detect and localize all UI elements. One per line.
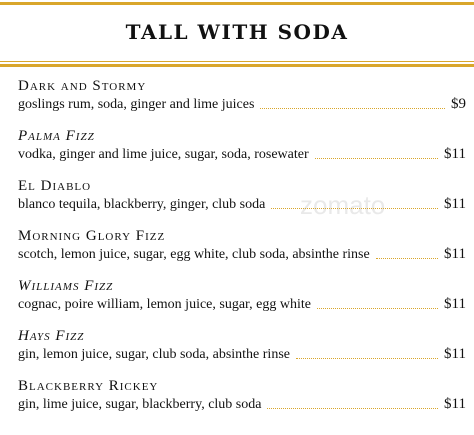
menu-header <box>0 0 474 68</box>
menu-item <box>18 278 466 328</box>
menu-item <box>18 228 466 278</box>
menu-item <box>18 328 466 378</box>
menu-item-description: blanco tequila, blackberry, ginger, club soda <box>18 197 266 212</box>
menu-item <box>18 78 466 128</box>
menu-item-price: $11 <box>444 246 466 262</box>
menu-item <box>18 178 466 228</box>
menu-item <box>18 128 466 178</box>
menu-item-list <box>18 78 466 428</box>
menu-item-price: $11 <box>444 196 466 212</box>
dotted-leader <box>376 257 438 259</box>
menu-item-description: vodka, ginger and lime juice, sugar, soda, rosewater <box>18 147 309 162</box>
dotted-leader <box>317 307 438 309</box>
menu-item-price: $11 <box>444 346 466 362</box>
menu-item-price: $9 <box>451 96 466 112</box>
menu-item-description: cognac, poire william, lemon juice, sugar, egg white <box>18 297 311 312</box>
menu-item-name: Dark and Stormy <box>18 78 147 94</box>
menu-item-description: scotch, lemon juice, sugar, egg white, club soda, absinthe rinse <box>18 247 370 262</box>
header-bottom-rule-thin <box>0 61 474 62</box>
menu-item <box>18 378 466 428</box>
dotted-leader <box>296 357 438 359</box>
menu-section-title: TALL WITH SODA <box>125 20 349 44</box>
menu-item-name: Morning Glory Fizz <box>18 228 166 244</box>
menu-item-description: goslings rum, soda, ginger and lime juices <box>18 97 255 112</box>
dotted-leader <box>315 157 438 159</box>
header-bottom-rule-thick <box>0 64 474 67</box>
menu-item-description: gin, lemon juice, sugar, club soda, absinthe rinse <box>18 347 290 362</box>
dotted-leader <box>260 107 445 109</box>
menu-item-price: $11 <box>444 296 466 312</box>
menu-item-name: Williams Fizz <box>18 278 114 294</box>
header-top-rule <box>0 2 474 5</box>
menu-item-description: gin, lime juice, sugar, blackberry, club soda <box>18 397 262 412</box>
menu-item-name: Palma Fizz <box>18 128 95 144</box>
menu-item-name: El Diablo <box>18 178 92 194</box>
dotted-leader <box>267 407 438 409</box>
dotted-leader <box>271 207 438 209</box>
menu-item-price: $11 <box>444 146 466 162</box>
menu-item-name: Hays Fizz <box>18 328 85 344</box>
menu-item-price: $11 <box>444 396 466 412</box>
watermark: zomato <box>300 190 386 220</box>
menu-item-name: Blackberry Rickey <box>18 378 159 394</box>
